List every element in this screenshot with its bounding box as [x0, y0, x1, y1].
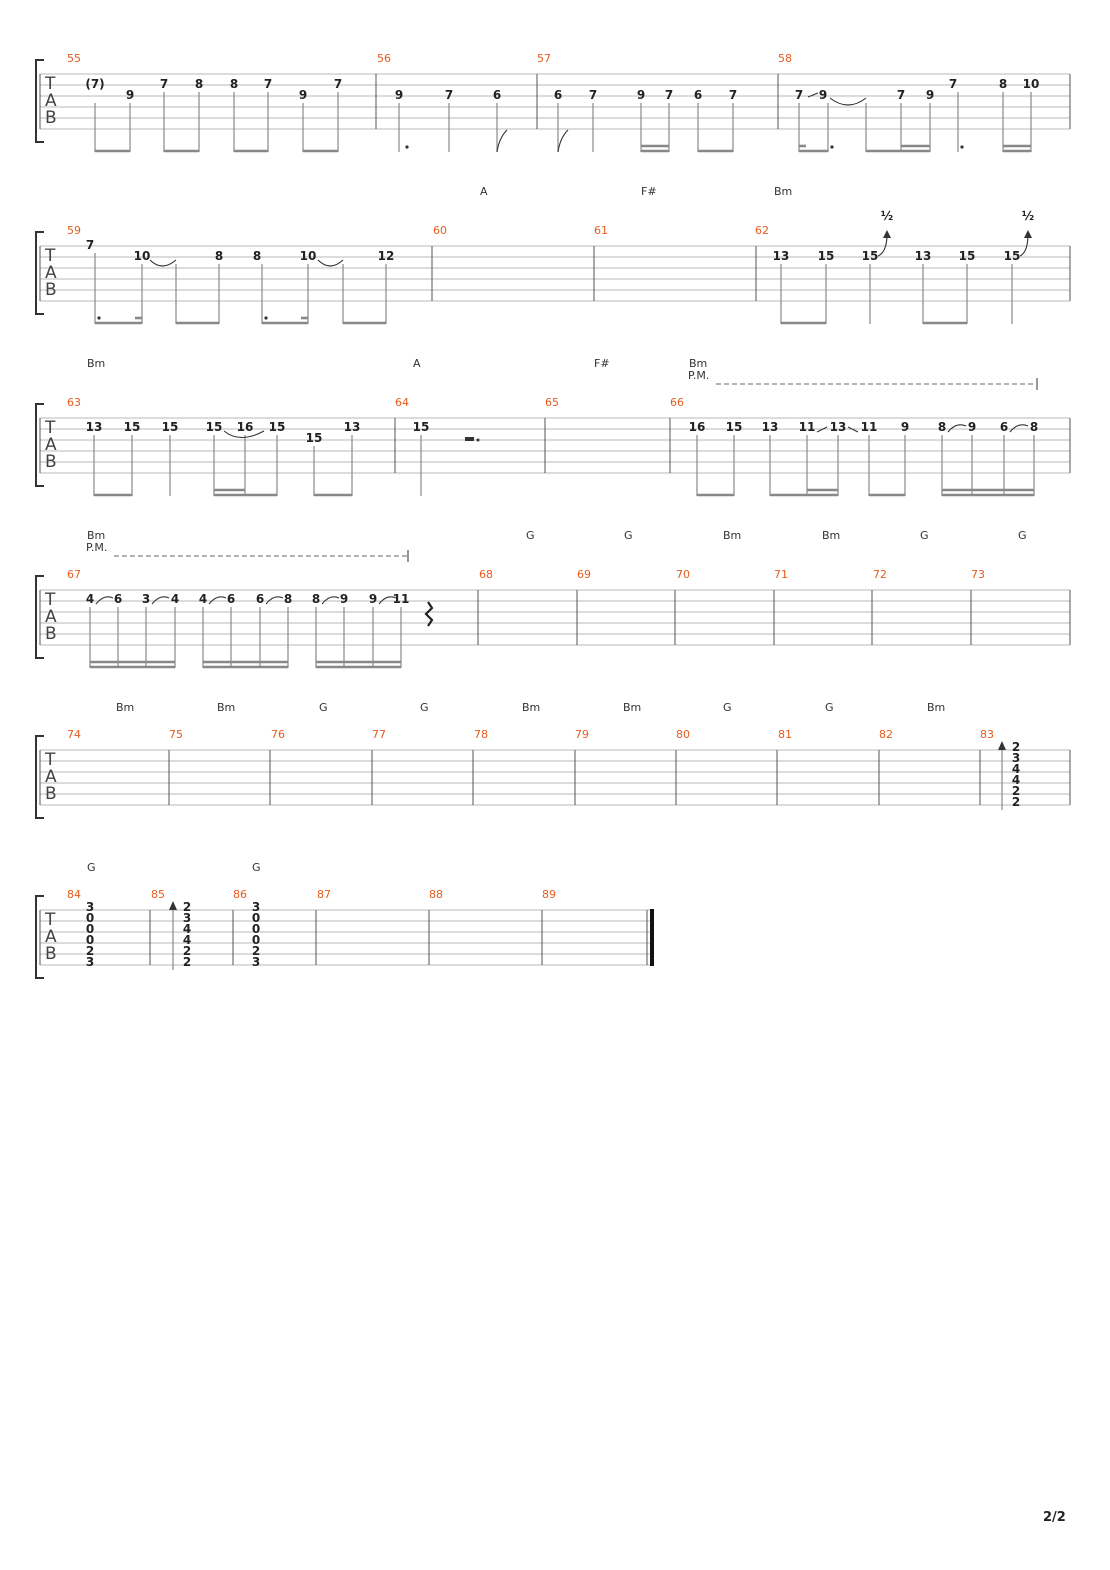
tab-note: 3 — [182, 911, 192, 925]
tab-note: 8 — [252, 249, 262, 263]
tab-note: 6 — [999, 420, 1009, 434]
tab-clef-b: B — [45, 944, 57, 964]
tab-clef-t: T — [45, 418, 56, 438]
tab-note: 2 — [1011, 740, 1021, 754]
measure-number: 59 — [67, 224, 81, 237]
tab-note: 15 — [268, 420, 286, 434]
chord-label: G — [624, 529, 633, 542]
tab-clef-b: B — [45, 624, 57, 644]
tab-note: 13 — [914, 249, 932, 263]
tab-note: 9 — [967, 420, 977, 434]
tab-note: 15 — [725, 420, 743, 434]
measure-number: 63 — [67, 396, 81, 409]
measure-number: 81 — [778, 728, 792, 741]
tab-note: 2 — [182, 955, 192, 969]
measure-number: 89 — [542, 888, 556, 901]
tab-note: 6 — [492, 88, 502, 102]
tab-note: 13 — [761, 420, 779, 434]
tab-note: 8 — [194, 77, 204, 91]
tab-note: 8 — [311, 592, 321, 606]
measure-number: 82 — [879, 728, 893, 741]
palm-mute-label: P.M. — [86, 541, 108, 554]
staff-row-3 — [36, 357, 1070, 496]
chord-label: Bm — [87, 529, 106, 542]
chord-label: Bm — [774, 185, 793, 198]
tab-note: 3 — [141, 592, 151, 606]
tab-clef-t: T — [45, 750, 56, 770]
tab-note: 10 — [1022, 77, 1040, 91]
tab-note: 8 — [283, 592, 293, 606]
tab-note: 3 — [85, 900, 95, 914]
tab-note: 7 — [159, 77, 169, 91]
arrow-up-icon — [169, 901, 177, 910]
tab-note: 15 — [123, 420, 141, 434]
measure-number: 67 — [67, 568, 81, 581]
chord-label: G — [252, 861, 261, 874]
chord-label: Bm — [723, 529, 742, 542]
palm-mute-label: P.M. — [688, 369, 710, 382]
tab-note: 9 — [818, 88, 828, 102]
measure-number: 86 — [233, 888, 247, 901]
tab-note: 7 — [85, 238, 95, 252]
tab-note: 3 — [251, 900, 261, 914]
tab-note: 15 — [861, 249, 879, 263]
staff-row-1 — [36, 52, 1070, 152]
tab-note: 4 — [198, 592, 208, 606]
measure-number: 64 — [395, 396, 409, 409]
arrow-up-icon — [998, 741, 1006, 750]
chord-label: A — [480, 185, 488, 198]
tab-note: 15 — [205, 420, 223, 434]
tab-note: 7 — [588, 88, 598, 102]
measure-number: 65 — [545, 396, 559, 409]
bend-amount: ½ — [1021, 209, 1035, 223]
tab-note: 15 — [958, 249, 976, 263]
tab-note: 6 — [113, 592, 123, 606]
tab-note: 12 — [377, 249, 395, 263]
tab-note: 0 — [251, 933, 261, 947]
tab-clef-a: A — [45, 767, 57, 787]
tab-note: (7) — [85, 77, 105, 91]
chord-label: G — [825, 701, 834, 714]
tab-note: 8 — [1029, 420, 1039, 434]
tab-note: 6 — [553, 88, 563, 102]
measure-number: 68 — [479, 568, 493, 581]
tab-note: 4 — [1011, 773, 1021, 787]
tab-note: 7 — [948, 77, 958, 91]
tab-note: 4 — [182, 922, 192, 936]
tab-note: 8 — [937, 420, 947, 434]
tab-note: 10 — [299, 249, 317, 263]
tab-note: 15 — [1003, 249, 1021, 263]
tab-note: 9 — [394, 88, 404, 102]
tab-clef-b: B — [45, 280, 57, 300]
chord-label: Bm — [522, 701, 541, 714]
measure-number: 80 — [676, 728, 690, 741]
chord-label: G — [87, 861, 96, 874]
chord-label: G — [526, 529, 535, 542]
measure-number: 56 — [377, 52, 391, 65]
tab-clef-b: B — [45, 452, 57, 472]
tab-note: 2 — [1011, 784, 1021, 798]
tab-note: 6 — [693, 88, 703, 102]
measure-number: 87 — [317, 888, 331, 901]
tab-note: 7 — [664, 88, 674, 102]
tab-note: 13 — [829, 420, 847, 434]
tab-note: 13 — [772, 249, 790, 263]
tab-note: 8 — [214, 249, 224, 263]
tab-note: 11 — [798, 420, 816, 434]
measure-number: 84 — [67, 888, 81, 901]
tab-note: 2 — [85, 944, 95, 958]
tab-note: 7 — [794, 88, 804, 102]
tab-note: 9 — [368, 592, 378, 606]
tab-note: 3 — [251, 955, 261, 969]
measure-number: 60 — [433, 224, 447, 237]
chord-label: G — [723, 701, 732, 714]
staff-row-2 — [36, 185, 1070, 324]
tab-note: 8 — [998, 77, 1008, 91]
measure-number: 69 — [577, 568, 591, 581]
tab-note: 7 — [333, 77, 343, 91]
measure-number: 55 — [67, 52, 81, 65]
chord-label: Bm — [116, 701, 135, 714]
tab-note: 0 — [251, 911, 261, 925]
tab-note: 6 — [255, 592, 265, 606]
tab-note: 4 — [85, 592, 95, 606]
tab-note: 0 — [85, 911, 95, 925]
chord-label: Bm — [623, 701, 642, 714]
staff-row-4 — [36, 529, 1070, 668]
tab-clef-b: B — [45, 108, 57, 128]
chord-label: Bm — [689, 357, 708, 370]
measure-number: 62 — [755, 224, 769, 237]
tab-note: 7 — [896, 88, 906, 102]
rhythm-stems — [90, 597, 432, 668]
tab-note: 9 — [925, 88, 935, 102]
tab-note: 9 — [900, 420, 910, 434]
chord-label: Bm — [87, 357, 106, 370]
tab-note: 13 — [85, 420, 103, 434]
tab-note: 9 — [339, 592, 349, 606]
tab-clef-t: T — [45, 910, 56, 930]
tab-note: 9 — [298, 88, 308, 102]
tab-note: 15 — [412, 420, 430, 434]
measure-number: 58 — [778, 52, 792, 65]
tab-note: 3 — [1011, 751, 1021, 765]
measure-number: 75 — [169, 728, 183, 741]
measure-number: 72 — [873, 568, 887, 581]
tab-note: 15 — [817, 249, 835, 263]
measure-number: 66 — [670, 396, 684, 409]
tab-note: 16 — [688, 420, 706, 434]
tab-note: 13 — [343, 420, 361, 434]
bend-amount: ½ — [880, 209, 894, 223]
tab-note: 11 — [392, 592, 410, 606]
measure-number: 79 — [575, 728, 589, 741]
chord-label: G — [1018, 529, 1027, 542]
measure-number: 71 — [774, 568, 788, 581]
chord-label: A — [413, 357, 421, 370]
tab-clef-a: A — [45, 607, 57, 627]
tab-note: 9 — [636, 88, 646, 102]
tab-note: 2 — [182, 944, 192, 958]
tab-note: 7 — [728, 88, 738, 102]
tab-note: 11 — [860, 420, 878, 434]
measure-number: 70 — [676, 568, 690, 581]
tab-note: 4 — [1011, 762, 1021, 776]
tab-clef-t: T — [45, 590, 56, 610]
tab-note: 4 — [182, 933, 192, 947]
tab-clef-a: A — [45, 263, 57, 283]
rest-icon — [465, 437, 474, 441]
tab-note: 2 — [182, 900, 192, 914]
tab-note: 2 — [251, 944, 261, 958]
rhythm-stems — [95, 92, 1031, 152]
tab-clef-b: B — [45, 784, 57, 804]
tab-note: 10 — [133, 249, 151, 263]
measure-number: 88 — [429, 888, 443, 901]
tab-clef-a: A — [45, 927, 57, 947]
staff-row-5 — [36, 701, 1070, 818]
chord-label: Bm — [822, 529, 841, 542]
chord-label: Bm — [927, 701, 946, 714]
chord-label: F# — [594, 357, 610, 370]
staff-row-6 — [36, 861, 653, 978]
tab-note: 15 — [305, 431, 323, 445]
measure-number: 76 — [271, 728, 285, 741]
tab-note: 0 — [251, 922, 261, 936]
measure-number: 73 — [971, 568, 985, 581]
chord-label: Bm — [217, 701, 236, 714]
measure-number: 74 — [67, 728, 81, 741]
rhythm-stems — [95, 230, 1032, 324]
tab-note: 9 — [125, 88, 135, 102]
tab-note: 16 — [236, 420, 254, 434]
rhythm-stems — [94, 425, 1034, 496]
tab-clef-t: T — [45, 74, 56, 94]
measure-number: 78 — [474, 728, 488, 741]
rest-icon — [426, 602, 432, 626]
tab-note: 3 — [85, 955, 95, 969]
chord-label: G — [319, 701, 328, 714]
tab-note: 0 — [85, 933, 95, 947]
tab-clef-a: A — [45, 91, 57, 111]
tab-note: 6 — [226, 592, 236, 606]
tab-clef-t: T — [45, 246, 56, 266]
page-number: 2/2 — [1043, 1510, 1066, 1525]
tab-note: 15 — [161, 420, 179, 434]
chord-label: G — [920, 529, 929, 542]
measure-number: 57 — [537, 52, 551, 65]
measure-number: 85 — [151, 888, 165, 901]
tab-note: 4 — [170, 592, 180, 606]
measure-number: 77 — [372, 728, 386, 741]
tab-note: 0 — [85, 922, 95, 936]
tab-note: 7 — [444, 88, 454, 102]
tab-clef-a: A — [45, 435, 57, 455]
measure-number: 83 — [980, 728, 994, 741]
tab-note: 8 — [229, 77, 239, 91]
measure-number: 61 — [594, 224, 608, 237]
chord-label: F# — [641, 185, 657, 198]
tab-note: 2 — [1011, 795, 1021, 809]
tab-note: 7 — [263, 77, 273, 91]
chord-label: G — [420, 701, 429, 714]
